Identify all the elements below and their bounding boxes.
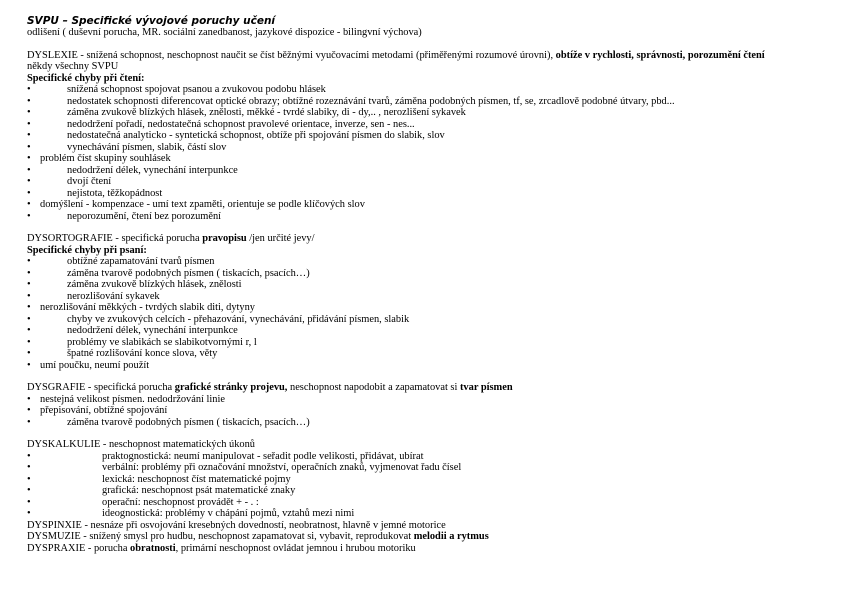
dyspraxie-post: , primární neschopnost ovládat jemnou i hrubou motoriku bbox=[175, 542, 416, 554]
dyspraxie-bold: obratnosti bbox=[130, 542, 176, 554]
list-item-text: domýšlení - kompenzace - umí text zpaměti, orientuje se podle klíčových slov bbox=[40, 199, 365, 210]
list-item-text: nedodržení délek, vynechání interpunkce bbox=[67, 325, 238, 336]
dyspraxie-text: DYSPRAXIE - porucha bbox=[27, 542, 131, 554]
list-item bbox=[27, 119, 837, 131]
bullet-icon: • bbox=[27, 279, 31, 290]
list-item bbox=[27, 279, 837, 291]
list-item-text: problém číst skupiny souhlásek bbox=[40, 153, 171, 164]
list-item-text: verbální: problémy při označování množství, operačních znaků, vyjmenovat řadu čísel bbox=[102, 462, 462, 473]
bullet-icon: • bbox=[27, 405, 31, 416]
bullet-icon: • bbox=[27, 325, 31, 336]
list-item-text: dvojí čtení bbox=[67, 176, 112, 187]
list-item bbox=[27, 417, 837, 429]
list-item bbox=[27, 474, 837, 486]
list-item bbox=[27, 497, 837, 509]
list-item bbox=[27, 107, 837, 119]
dysortografie-heading-post: /jen určité jevy/ bbox=[246, 233, 315, 244]
list-item bbox=[27, 188, 837, 200]
document-title: SVPU – Specifické vývojové poruchy učení bbox=[27, 15, 276, 27]
bullet-icon: • bbox=[27, 164, 31, 176]
list-item-text: záměna tvarově podobných písmen ( tiskacích, psacích…) bbox=[67, 267, 310, 279]
list-item-text: nerozlišování měkkých - tvrdých slabik diti, dytyny bbox=[40, 302, 255, 313]
list-item-text: ideognostická: problémy v chápání pojmů, vztahů mezi nimi bbox=[102, 508, 355, 519]
list-item bbox=[27, 176, 837, 188]
list-item bbox=[27, 302, 837, 314]
bullet-icon: • bbox=[27, 290, 31, 302]
list-item-text: problémy ve slabikách se slabikotvornými r, l bbox=[67, 336, 257, 348]
document-page bbox=[27, 15, 837, 554]
bullet-icon: • bbox=[27, 313, 31, 325]
dyspraxie-line bbox=[27, 543, 837, 555]
list-item bbox=[27, 84, 837, 96]
bullet-icon: • bbox=[27, 118, 31, 130]
dysmuzie-text: DYSMUZIE - snížený smysl pro hudbu, neschopnost zapamatovat si, vybavit, reprodukovat bbox=[27, 531, 414, 542]
list-item bbox=[27, 462, 837, 474]
dysgrafie-heading-bold-1: grafické stránky projevu, bbox=[174, 382, 288, 393]
list-item-text: záměna tvarově podobných písmen ( tiskacích, psacích…) bbox=[67, 416, 310, 428]
bullet-icon: • bbox=[27, 462, 31, 473]
list-item-text: praktognostická: neumí manipulovat - seřadit podle velikosti, přidávat, ubírat bbox=[102, 450, 424, 462]
dysmuzie-bold: melodii a rytmus bbox=[413, 531, 489, 542]
list-item bbox=[27, 485, 837, 497]
bullet-icon: • bbox=[27, 256, 31, 267]
list-item bbox=[27, 337, 837, 349]
list-item-text: neporozumění, čtení bez porozumění bbox=[67, 210, 222, 222]
bullet-icon: • bbox=[27, 199, 31, 210]
bullet-icon: • bbox=[27, 95, 31, 107]
list-item bbox=[27, 130, 837, 142]
list-item bbox=[27, 314, 837, 326]
list-item-text: nejistota, těžkopádnost bbox=[67, 187, 163, 199]
list-item bbox=[27, 211, 837, 223]
dyslexie-heading-cont: někdy všechny SVPU bbox=[27, 61, 119, 72]
bullet-icon: • bbox=[27, 450, 31, 462]
list-item bbox=[27, 165, 837, 177]
list-item bbox=[27, 142, 837, 154]
dyslexie-heading-bold: obtíže v rychlosti, správnosti, porozumění čtení bbox=[555, 49, 765, 61]
list-item bbox=[27, 451, 837, 463]
list-item-text: špatné rozlišování konce slova, věty bbox=[67, 348, 218, 359]
dyslexie-heading-text: DYSLEXIE - snížená schopnost, neschopnost naučit se číst běžnými vyučovacími metodami (přiměřenými rozumové úrovni), bbox=[27, 49, 556, 61]
bullet-icon: • bbox=[27, 496, 31, 508]
dysortografie-list bbox=[27, 256, 837, 371]
list-item bbox=[27, 291, 837, 303]
dysortografie-heading-text: DYSORTOGRAFIE - specifická porucha bbox=[27, 233, 203, 244]
list-item-text: vynechávání písmen, slabik, částí slov bbox=[67, 141, 227, 153]
list-item-text: nedostatečná analyticko - syntetická schopnost, obtíže při spojování písmen do slabik, slov bbox=[67, 130, 445, 141]
bullet-icon: • bbox=[27, 141, 31, 153]
list-item-text: nerozlišování sykavek bbox=[67, 290, 160, 302]
bullet-icon: • bbox=[27, 187, 31, 199]
dysgrafie-heading-mid: neschopnost napodobit a zapamatovat si bbox=[287, 382, 460, 393]
list-item-text: obtížné zapamatování tvarů písmen bbox=[67, 256, 215, 267]
list-item bbox=[27, 360, 837, 372]
dysmuzie-line bbox=[27, 531, 837, 543]
bullet-icon: • bbox=[27, 473, 31, 485]
dyslexie-list bbox=[27, 84, 837, 222]
list-item bbox=[27, 348, 837, 360]
list-item bbox=[27, 325, 837, 337]
list-item bbox=[27, 96, 837, 108]
dyslexie-heading bbox=[27, 50, 837, 62]
bullet-icon: • bbox=[27, 485, 31, 496]
bullet-icon: • bbox=[27, 336, 31, 348]
list-item-text: grafická: neschopnost psát matematické znaky bbox=[102, 485, 296, 496]
bullet-icon: • bbox=[27, 508, 31, 519]
dysortografie-heading-bold: pravopisu bbox=[202, 233, 247, 244]
list-item bbox=[27, 199, 837, 211]
list-item bbox=[27, 256, 837, 268]
bullet-icon: • bbox=[27, 348, 31, 359]
list-item-text: nedostatek schopnosti diferencovat optické obrazy; obtížné rozeznávání tvarů, záměna podobných písmen, tf, se, zrcadlově podobné útvary, pbd... bbox=[67, 95, 675, 107]
dysortografie-subheading: Specifické chyby při psaní: bbox=[27, 244, 147, 256]
dysortografie-heading bbox=[27, 233, 837, 245]
bullet-icon: • bbox=[27, 84, 31, 95]
dyspinxie-line: DYSPINXIE - nesnáze při osvojování kresebných dovedností, neobratnost, hlavně v jemné motorice bbox=[27, 519, 446, 531]
list-item-text: nestejná velikost písmen. nedodržování linie bbox=[40, 393, 225, 405]
list-item-text: přepisování, obtížné spojování bbox=[40, 405, 168, 416]
document-subtitle: odlišení ( duševní porucha, MR. sociální zanedbanost, jazykové dispozice - bilingvní výchova) bbox=[27, 27, 422, 38]
list-item-text: nedodržení pořadí, nedostatečná schopnost pravolevé orientace, inverze, sen - nes... bbox=[67, 118, 415, 130]
bullet-icon: • bbox=[27, 359, 31, 371]
bullet-icon: • bbox=[27, 130, 31, 141]
list-item-text: záměna zvukově blízkých hlásek, znělosti, měkké - tvrdé slabiky, di - dy,.. , nerozlišení sykavek bbox=[67, 107, 466, 118]
dysgrafie-list bbox=[27, 394, 837, 429]
list-item-text: umí poučku, neumí použít bbox=[40, 359, 150, 371]
bullet-icon: • bbox=[27, 210, 31, 222]
list-item-text: záměna zvukově blízkých hlásek, znělosti bbox=[67, 279, 242, 290]
list-item-text: lexická: neschopnost číst matematické pojmy bbox=[102, 473, 291, 485]
bullet-icon: • bbox=[27, 176, 31, 187]
bullet-icon: • bbox=[27, 416, 31, 428]
bullet-icon: • bbox=[27, 267, 31, 279]
list-item bbox=[27, 153, 837, 165]
bullet-icon: • bbox=[27, 153, 31, 164]
list-item-text: operační: neschopnost provádět + - . : bbox=[102, 496, 259, 508]
bullet-icon: • bbox=[27, 302, 31, 313]
list-item bbox=[27, 508, 837, 520]
dysgrafie-heading-text: DYSGRAFIE - specifická porucha bbox=[27, 382, 175, 393]
list-item-text: nedodržení délek, vynechání interpunkce bbox=[67, 164, 238, 176]
list-item bbox=[27, 405, 837, 417]
list-item bbox=[27, 268, 837, 280]
dysgrafie-heading-bold-2: tvar písmen bbox=[459, 382, 513, 393]
list-item-text: snížená schopnost spojovat psanou a zvukovou podobu hlásek bbox=[67, 84, 326, 95]
bullet-icon: • bbox=[27, 393, 31, 405]
dyslexie-subheading: Specifické chyby při čtení: bbox=[27, 72, 145, 84]
dysgrafie-heading bbox=[27, 382, 837, 394]
dyskalkulie-heading: DYSKALKULIE - neschopnost matematických úkonů bbox=[27, 439, 255, 450]
list-item-text: chyby ve zvukových celcích - přehazování, vynechávání, přidávání písmen, slabik bbox=[67, 313, 410, 325]
bullet-icon: • bbox=[27, 107, 31, 118]
list-item bbox=[27, 394, 837, 406]
dyskalkulie-list bbox=[27, 451, 837, 520]
